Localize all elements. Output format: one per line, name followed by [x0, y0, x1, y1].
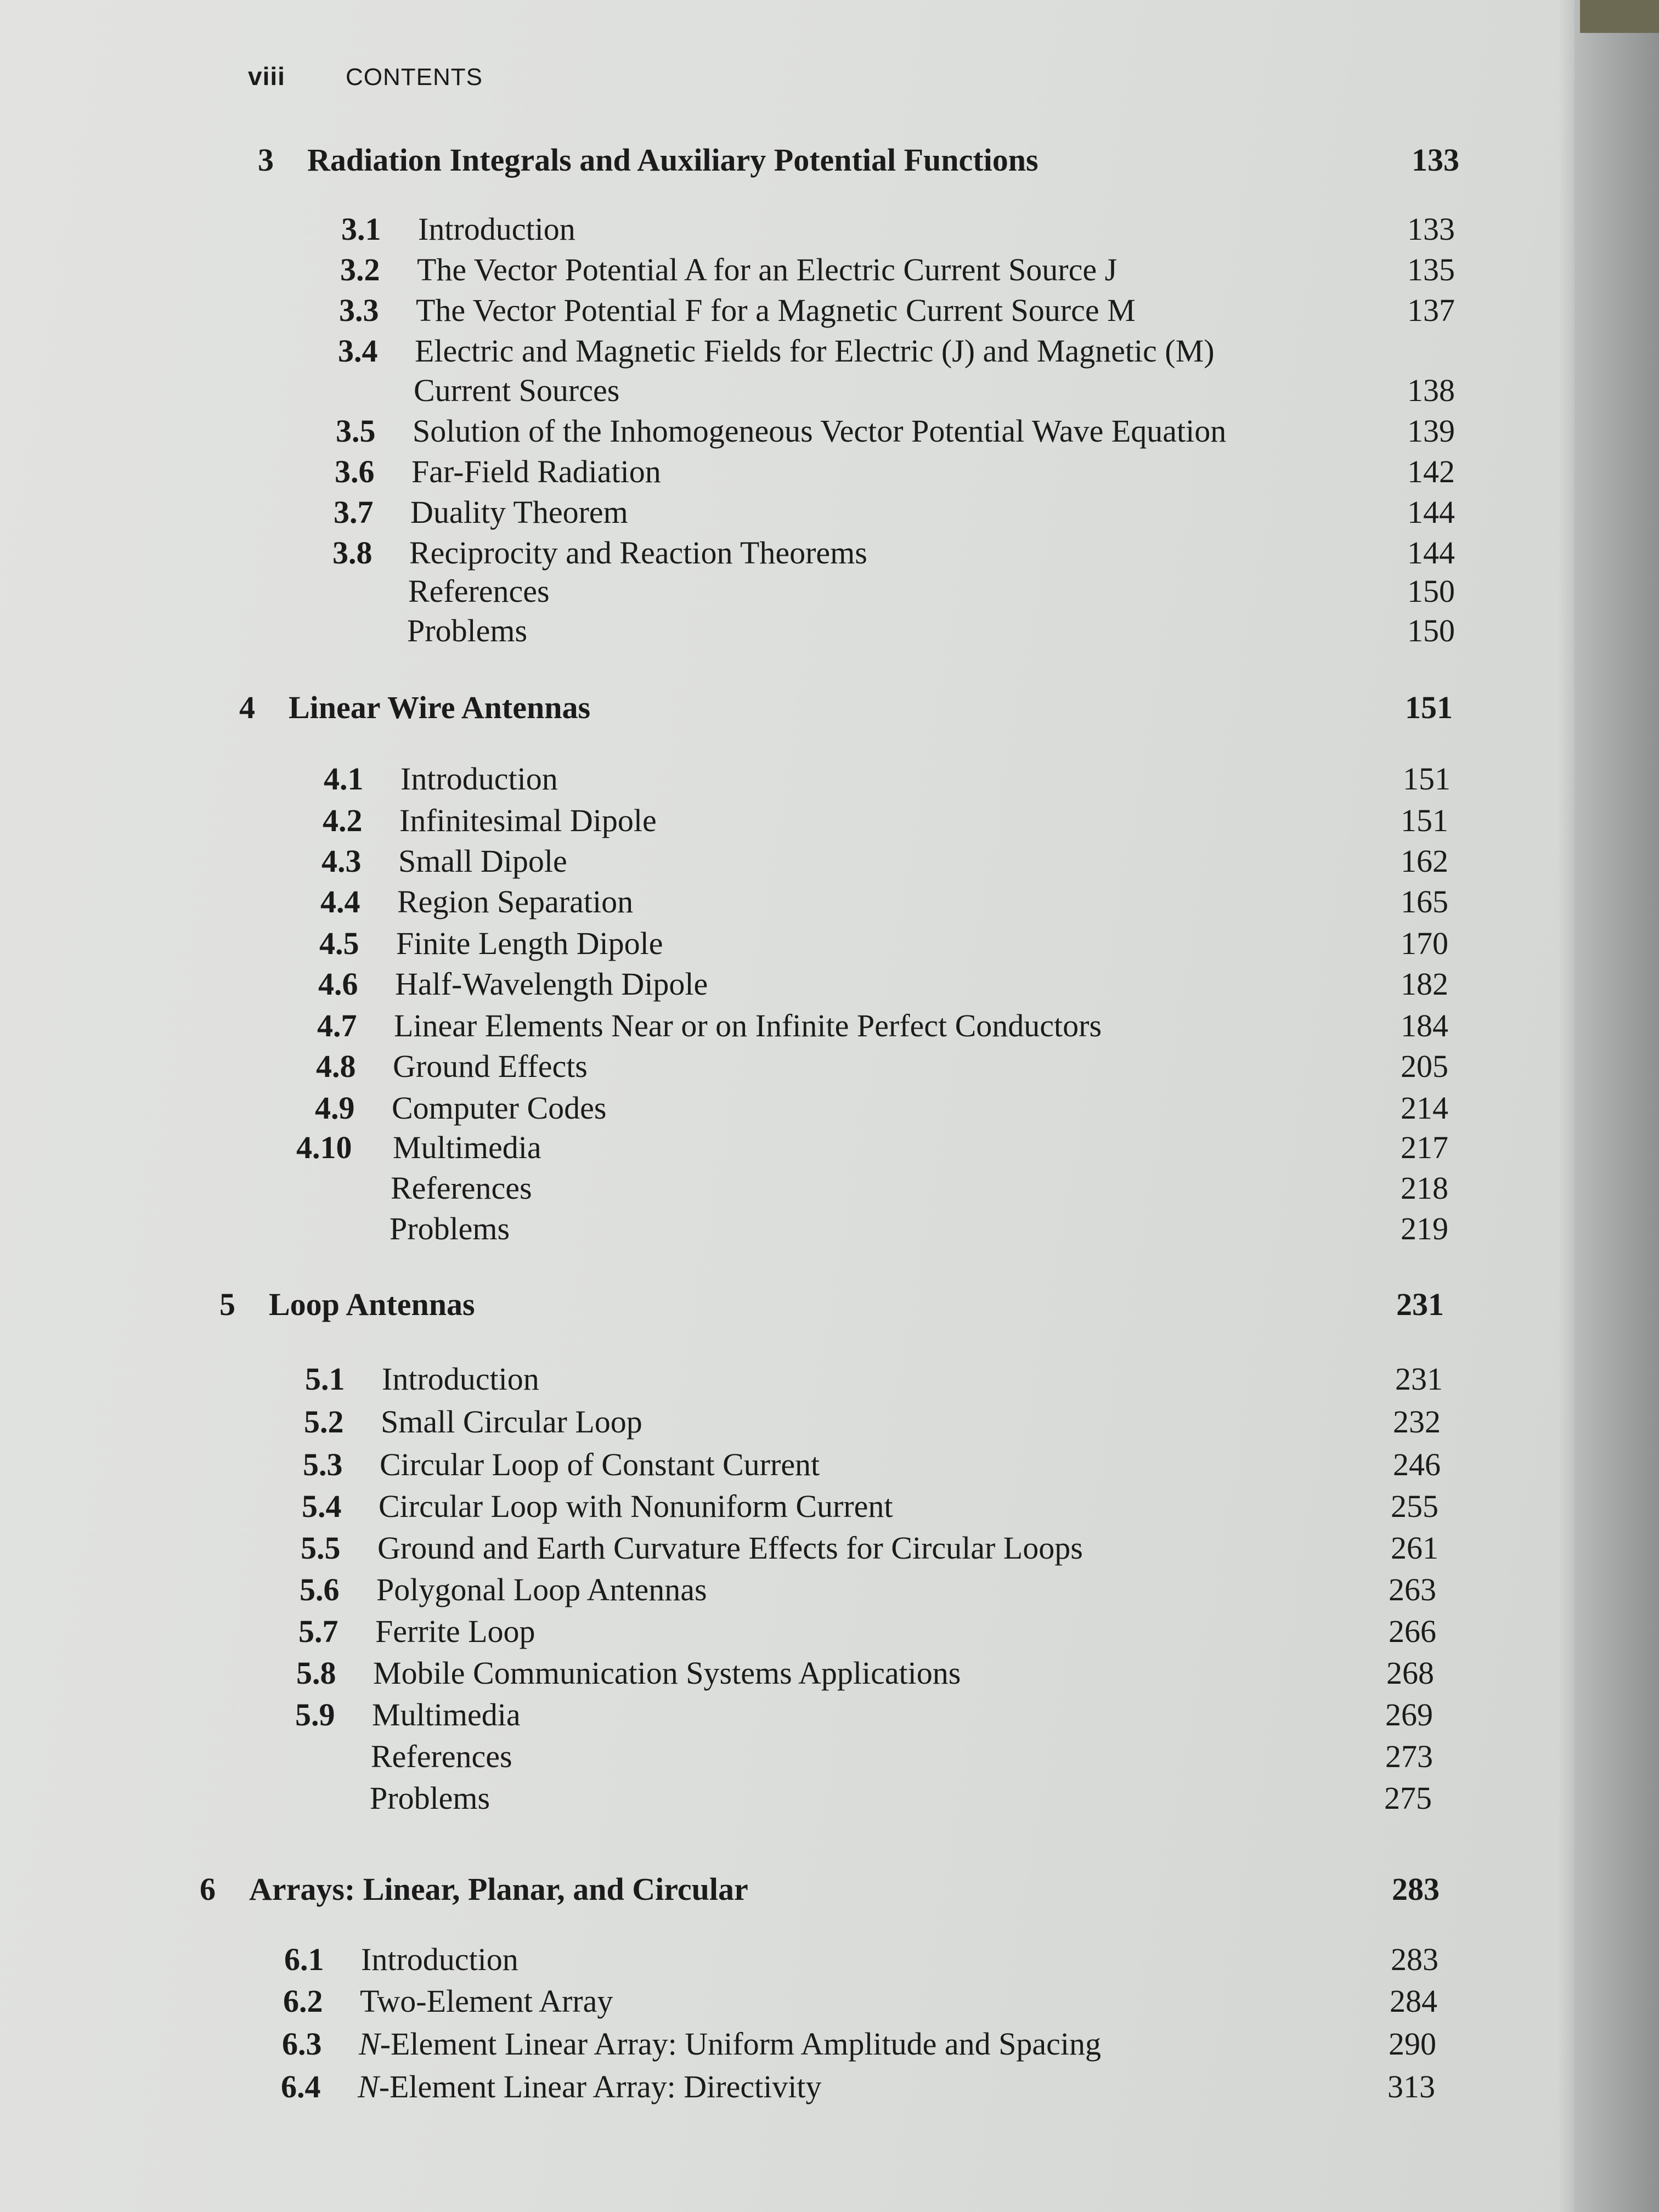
chapter-title: Radiation Integrals and Auxiliary Potential Functions — [307, 142, 1039, 178]
toc-entry — [305, 1361, 1443, 1397]
section-page: 138 — [1407, 373, 1455, 408]
running-head — [248, 61, 483, 91]
section-page: 162 — [1401, 843, 1448, 879]
section-number: 5.8 — [296, 1655, 336, 1691]
section-page: 266 — [1389, 1613, 1436, 1649]
section-page: 255 — [1391, 1488, 1438, 1524]
section-title: Introduction — [361, 1942, 518, 1977]
section-number: 5.5 — [301, 1530, 341, 1566]
toc-entry — [298, 1613, 1436, 1650]
section-page: 284 — [1390, 1983, 1437, 2019]
section-title-italic: N — [358, 2069, 379, 2104]
section-page: 165 — [1401, 884, 1448, 919]
section-number: 6.2 — [283, 1983, 323, 2019]
section-page: 273 — [1385, 1739, 1433, 1774]
section-number: 3.2 — [340, 252, 380, 287]
section-number: 4.1 — [324, 761, 364, 797]
section-title-italic: N — [359, 2026, 380, 2062]
section-page: 232 — [1393, 1404, 1441, 1440]
section-page: 184 — [1401, 1008, 1448, 1043]
toc-entry — [317, 1007, 1448, 1044]
section-page: 219 — [1401, 1211, 1448, 1246]
section-title: Small Dipole — [398, 843, 567, 879]
toc-entry — [314, 1170, 1448, 1206]
section-title: Linear Elements Near or on Infinite Perfect Conductors — [394, 1008, 1102, 1043]
toc-entry — [336, 413, 1455, 449]
section-page: 205 — [1401, 1048, 1448, 1084]
section-title: The Vector Potential A for an Electric Current Source J — [417, 252, 1118, 287]
section-number: 5.9 — [295, 1697, 335, 1733]
section-number: 3.3 — [339, 292, 379, 328]
section-number: 5.4 — [302, 1488, 342, 1524]
section-page: 133 — [1407, 211, 1455, 247]
section-number: 6.3 — [282, 2026, 322, 2062]
toc-entry — [318, 966, 1448, 1002]
section-title: Ferrite Loop — [375, 1613, 535, 1649]
section-title: Introduction — [400, 761, 558, 797]
toc-entry — [324, 760, 1451, 797]
section-page: 261 — [1391, 1530, 1438, 1566]
section-number: 5.7 — [298, 1613, 338, 1649]
section-title: Problems — [370, 1780, 490, 1816]
section-title: Introduction — [418, 211, 575, 247]
section-number: 4.5 — [319, 926, 359, 961]
toc-entry — [339, 292, 1455, 329]
toc-entry — [281, 2068, 1435, 2105]
section-title: -Element Linear Array: Directivity — [379, 2069, 822, 2104]
running-head-title: CONTENTS — [346, 64, 483, 91]
toc-entry — [331, 573, 1455, 610]
section-page: 313 — [1387, 2069, 1435, 2104]
section-number: 3.6 — [335, 454, 375, 489]
toc-entry — [293, 1780, 1432, 1816]
chapter-heading — [239, 689, 1453, 726]
toc-entry — [341, 211, 1455, 247]
section-title: Region Separation — [397, 884, 634, 919]
section-page: 142 — [1407, 454, 1455, 489]
chapter-number: 4 — [239, 690, 255, 725]
section-page: 275 — [1384, 1780, 1432, 1816]
toc-entry — [313, 1210, 1448, 1247]
chapter-number: 3 — [258, 142, 274, 178]
section-page: 144 — [1407, 494, 1455, 530]
section-page: 283 — [1391, 1942, 1438, 1977]
section-page: 268 — [1386, 1655, 1434, 1691]
toc-entry — [334, 494, 1455, 531]
section-number: 3.8 — [332, 535, 373, 571]
chapter-title: Arrays: Linear, Planar, and Circular — [249, 1871, 748, 1907]
toc-entry — [295, 1696, 1433, 1733]
section-number: 4.9 — [315, 1090, 355, 1126]
toc-entry — [330, 612, 1455, 649]
section-title: Computer Codes — [392, 1090, 607, 1126]
section-number: 6.1 — [284, 1942, 324, 1977]
toc-entry — [315, 1090, 1448, 1126]
chapter-page: 283 — [1392, 1871, 1440, 1907]
section-page: 218 — [1401, 1170, 1448, 1206]
chapter-heading — [219, 1286, 1444, 1323]
toc-entry — [283, 1983, 1437, 2019]
section-page: 214 — [1401, 1090, 1448, 1126]
section-title: Ground Effects — [393, 1048, 588, 1084]
section-page: 217 — [1401, 1130, 1448, 1165]
section-title: Introduction — [382, 1361, 539, 1397]
chapter-number: 5 — [219, 1286, 235, 1322]
section-number: 3.4 — [338, 333, 378, 369]
section-number: 4.4 — [320, 884, 360, 919]
toc-entry-continuation — [337, 372, 1455, 409]
next-page-edge — [1575, 0, 1659, 2212]
section-title: Small Circular Loop — [381, 1404, 642, 1440]
section-title: Polygonal Loop Antennas — [376, 1572, 707, 1607]
section-title: Multimedia — [372, 1697, 521, 1733]
chapter-page: 151 — [1405, 690, 1453, 725]
toc-entry — [335, 453, 1455, 490]
section-page: 139 — [1407, 413, 1455, 449]
section-page: 246 — [1393, 1447, 1441, 1482]
section-page: 290 — [1389, 2026, 1436, 2062]
section-page: 137 — [1407, 292, 1455, 328]
chapter-number: 6 — [200, 1871, 216, 1907]
toc-entry — [323, 802, 1448, 839]
section-number: 5.6 — [300, 1572, 340, 1607]
section-title: Duality Theorem — [410, 494, 628, 530]
toc-entry — [282, 2025, 1436, 2062]
section-title: Electric and Magnetic Fields for Electric (J) and Magnetic (M) — [415, 333, 1215, 369]
section-number: 3.1 — [341, 211, 381, 247]
toc-entry — [338, 332, 1455, 369]
section-title: Multimedia — [393, 1130, 541, 1165]
section-page: 269 — [1385, 1697, 1433, 1733]
section-title: Infinitesimal Dipole — [399, 803, 657, 838]
section-title: References — [391, 1170, 532, 1206]
toc-entry — [302, 1488, 1438, 1525]
section-title: Mobile Communication Systems Applications — [373, 1655, 961, 1691]
toc-entry — [319, 925, 1448, 962]
section-number: 4.10 — [296, 1130, 352, 1165]
section-page: 151 — [1401, 803, 1448, 838]
toc-entry — [320, 883, 1448, 920]
page-folio: viii — [248, 62, 285, 91]
section-page: 150 — [1407, 573, 1455, 609]
section-title: Circular Loop with Nonuniform Current — [379, 1488, 893, 1524]
section-page: 135 — [1407, 252, 1455, 287]
toc-entry — [332, 534, 1455, 571]
chapter-title: Loop Antennas — [269, 1286, 475, 1322]
toc-entry — [340, 251, 1455, 288]
section-title-continued: Current Sources — [414, 373, 620, 408]
section-number: 5.3 — [303, 1447, 343, 1482]
toc-entry — [316, 1048, 1448, 1085]
chapter-heading — [258, 142, 1459, 178]
toc-entry — [304, 1403, 1441, 1440]
chapter-page: 231 — [1396, 1286, 1444, 1322]
section-number: 5.1 — [305, 1361, 345, 1397]
section-page: 170 — [1401, 926, 1448, 961]
section-page: 151 — [1403, 761, 1451, 797]
section-number: 4.6 — [318, 966, 358, 1002]
toc-entry — [284, 1941, 1438, 1978]
chapter-page: 133 — [1412, 142, 1459, 178]
chapter-heading — [200, 1871, 1440, 1908]
section-title: Far-Field Radiation — [411, 454, 661, 489]
chapter-title: Linear Wire Antennas — [289, 690, 591, 725]
section-title: Circular Loop of Constant Current — [380, 1447, 820, 1482]
toc-entry — [301, 1530, 1438, 1566]
section-title: References — [408, 573, 550, 609]
background-corner — [1580, 0, 1659, 33]
section-number: 4.3 — [321, 843, 362, 879]
toc-entry — [300, 1571, 1436, 1608]
section-number: 5.2 — [304, 1404, 344, 1440]
section-number: 4.2 — [323, 803, 363, 838]
section-page: 144 — [1407, 535, 1455, 571]
toc-entry — [296, 1129, 1448, 1166]
section-title: Two-Element Array — [360, 1983, 613, 2019]
section-title: Reciprocity and Reaction Theorems — [409, 535, 867, 571]
section-page: 182 — [1401, 966, 1448, 1002]
section-page: 231 — [1395, 1361, 1443, 1397]
section-page: 150 — [1407, 613, 1455, 648]
section-title: Finite Length Dipole — [396, 926, 663, 961]
toc-entry — [303, 1446, 1441, 1483]
section-title: The Vector Potential F for a Magnetic Current Source M — [416, 292, 1136, 328]
toc-entry — [294, 1738, 1433, 1775]
section-number: 6.4 — [281, 2069, 321, 2104]
toc-entry — [296, 1655, 1434, 1691]
toc-entry — [321, 843, 1448, 879]
section-title: Half-Wavelength Dipole — [395, 966, 708, 1002]
section-title: Solution of the Inhomogeneous Vector Potential Wave Equation — [413, 413, 1227, 449]
section-page: 263 — [1389, 1572, 1436, 1607]
section-number: 3.5 — [336, 413, 376, 449]
section-title: Problems — [390, 1211, 510, 1246]
section-number: 3.7 — [334, 494, 374, 530]
section-number: 4.7 — [317, 1008, 357, 1043]
section-number: 4.8 — [316, 1048, 356, 1084]
section-title: Problems — [407, 613, 528, 648]
section-title: References — [371, 1739, 512, 1774]
section-title: Ground and Earth Curvature Effects for Circular Loops — [377, 1530, 1083, 1566]
section-title: -Element Linear Array: Uniform Amplitude and Spacing — [380, 2026, 1102, 2062]
